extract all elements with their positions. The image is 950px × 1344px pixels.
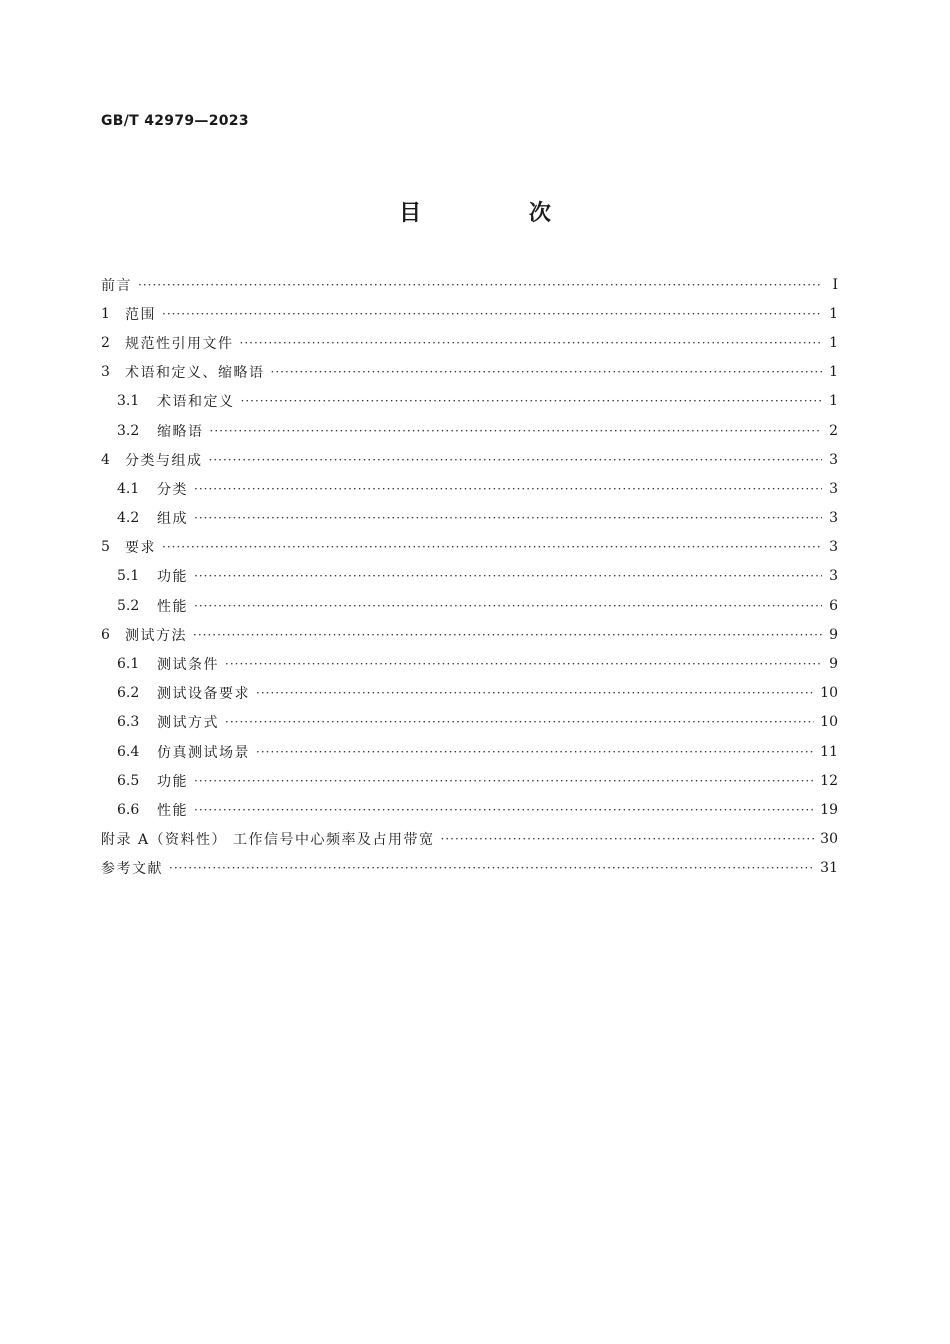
dot-leader (194, 482, 822, 496)
toc-entry-label: 测试方式 (157, 715, 219, 732)
dot-leader (225, 715, 814, 729)
toc-entry-page: 9 (829, 626, 838, 643)
toc-entry[interactable] (101, 387, 838, 416)
toc-entry[interactable] (101, 795, 838, 824)
table-of-contents (101, 270, 838, 883)
toc-entry-page: 12 (820, 772, 838, 789)
dot-leader (241, 394, 823, 408)
dot-leader (193, 628, 822, 642)
toc-entry-page: 3 (829, 568, 838, 585)
toc-entry-label: 分类 (157, 481, 188, 498)
toc-entry-label: 术语和定义、缩略语 (125, 365, 265, 382)
page-title: 目 次 (399, 201, 601, 226)
dot-leader (169, 861, 814, 875)
toc-entry-label: 分类与组成 (125, 452, 203, 469)
toc-entry[interactable] (101, 562, 838, 591)
toc-entry[interactable] (101, 533, 838, 562)
toc-entry-number: 4.2 (117, 510, 140, 527)
toc-entry-page: 1 (829, 334, 838, 351)
toc-entry-number: 6.2 (117, 685, 140, 702)
document-code: GB/T 42979—2023 (101, 113, 249, 129)
toc-entry-label: 术语和定义 (157, 394, 235, 411)
toc-entry-label: 附录 A（资料性） 工作信号中心频率及占用带宽 (101, 832, 435, 849)
toc-entry-page: 3 (829, 480, 838, 497)
toc-entry[interactable] (101, 737, 838, 766)
dot-leader (138, 278, 822, 292)
toc-entry[interactable] (101, 416, 838, 445)
toc-entry-page: 6 (829, 597, 838, 614)
dot-leader (194, 511, 822, 525)
toc-entry-page: 10 (820, 685, 838, 702)
toc-entry-number: 6.5 (117, 772, 140, 789)
dot-leader (194, 774, 814, 788)
toc-entry[interactable] (101, 358, 838, 387)
toc-entry-label: 要求 (125, 540, 156, 557)
toc-entry-label: 范围 (125, 306, 156, 323)
toc-entry-page: 1 (829, 364, 838, 381)
toc-entry-page: 1 (829, 305, 838, 322)
toc-entry-label: 仿真测试场景 (157, 744, 250, 761)
toc-entry-number: 4.1 (117, 480, 140, 497)
dot-leader (256, 686, 814, 700)
toc-entry-number: 6.4 (117, 743, 140, 760)
toc-entry[interactable] (101, 766, 838, 795)
toc-entry-number: 3.2 (117, 422, 140, 439)
toc-entry-label: 缩略语 (157, 423, 204, 440)
toc-entry[interactable] (101, 445, 838, 474)
toc-entry-number: 3 (101, 364, 110, 381)
toc-entry-label: 性能 (157, 598, 188, 615)
toc-entry-label: 性能 (157, 802, 188, 819)
dot-leader (194, 803, 814, 817)
toc-entry[interactable] (101, 299, 838, 328)
dot-leader (256, 745, 814, 759)
toc-entry[interactable] (101, 328, 838, 357)
toc-entry-page: 31 (820, 860, 838, 877)
toc-entry[interactable] (101, 474, 838, 503)
toc-entry-number: 6.3 (117, 714, 140, 731)
toc-entry-page: 10 (820, 714, 838, 731)
toc-entry[interactable] (101, 620, 838, 649)
toc-entry-label: 测试方法 (125, 627, 187, 644)
toc-entry-number: 4 (101, 451, 110, 468)
dot-leader (209, 453, 823, 467)
toc-entry-number: 3.1 (117, 393, 140, 410)
toc-entry-number: 5.1 (117, 568, 140, 585)
toc-entry[interactable] (101, 825, 838, 854)
toc-entry[interactable] (101, 679, 838, 708)
toc-entry-number: 5 (101, 539, 110, 556)
toc-entry-number: 6.6 (117, 801, 140, 818)
toc-entry-number: 6.1 (117, 656, 140, 673)
toc-entry-page: Ⅰ (832, 276, 838, 293)
toc-entry[interactable] (101, 708, 838, 737)
dot-leader (194, 569, 822, 583)
toc-entry-page: 3 (829, 510, 838, 527)
dot-leader (441, 832, 815, 846)
dot-leader (225, 657, 822, 671)
toc-entry-page: 9 (829, 656, 838, 673)
toc-entry-label: 规范性引用文件 (125, 335, 234, 352)
toc-entry-label: 测试条件 (157, 657, 219, 674)
toc-entry-label: 参考文献 (101, 861, 163, 878)
toc-entry[interactable] (101, 854, 838, 883)
dot-leader (210, 424, 823, 438)
toc-entry[interactable] (101, 591, 838, 620)
dot-leader (271, 365, 823, 379)
toc-entry-label: 前言 (101, 277, 132, 294)
toc-entry[interactable] (101, 504, 838, 533)
toc-entry[interactable] (101, 270, 838, 299)
toc-entry-number: 6 (101, 626, 110, 643)
toc-entry-page: 11 (820, 743, 838, 760)
dot-leader (162, 307, 822, 321)
toc-entry-number: 5.2 (117, 597, 140, 614)
toc-entry-label: 功能 (157, 773, 188, 790)
dot-leader (194, 599, 822, 613)
toc-entry-number: 1 (101, 305, 110, 322)
toc-entry-page: 3 (829, 539, 838, 556)
toc-entry[interactable] (101, 649, 838, 678)
toc-entry-number: 2 (101, 334, 110, 351)
toc-entry-label: 组成 (157, 511, 188, 528)
dot-leader (240, 336, 823, 350)
dot-leader (162, 540, 822, 554)
toc-entry-page: 19 (820, 801, 838, 818)
toc-entry-page: 30 (820, 831, 838, 848)
toc-entry-page: 2 (829, 422, 838, 439)
toc-entry-page: 1 (829, 393, 838, 410)
toc-entry-label: 功能 (157, 569, 188, 586)
toc-entry-page: 3 (829, 451, 838, 468)
toc-entry-label: 测试设备要求 (157, 686, 250, 703)
